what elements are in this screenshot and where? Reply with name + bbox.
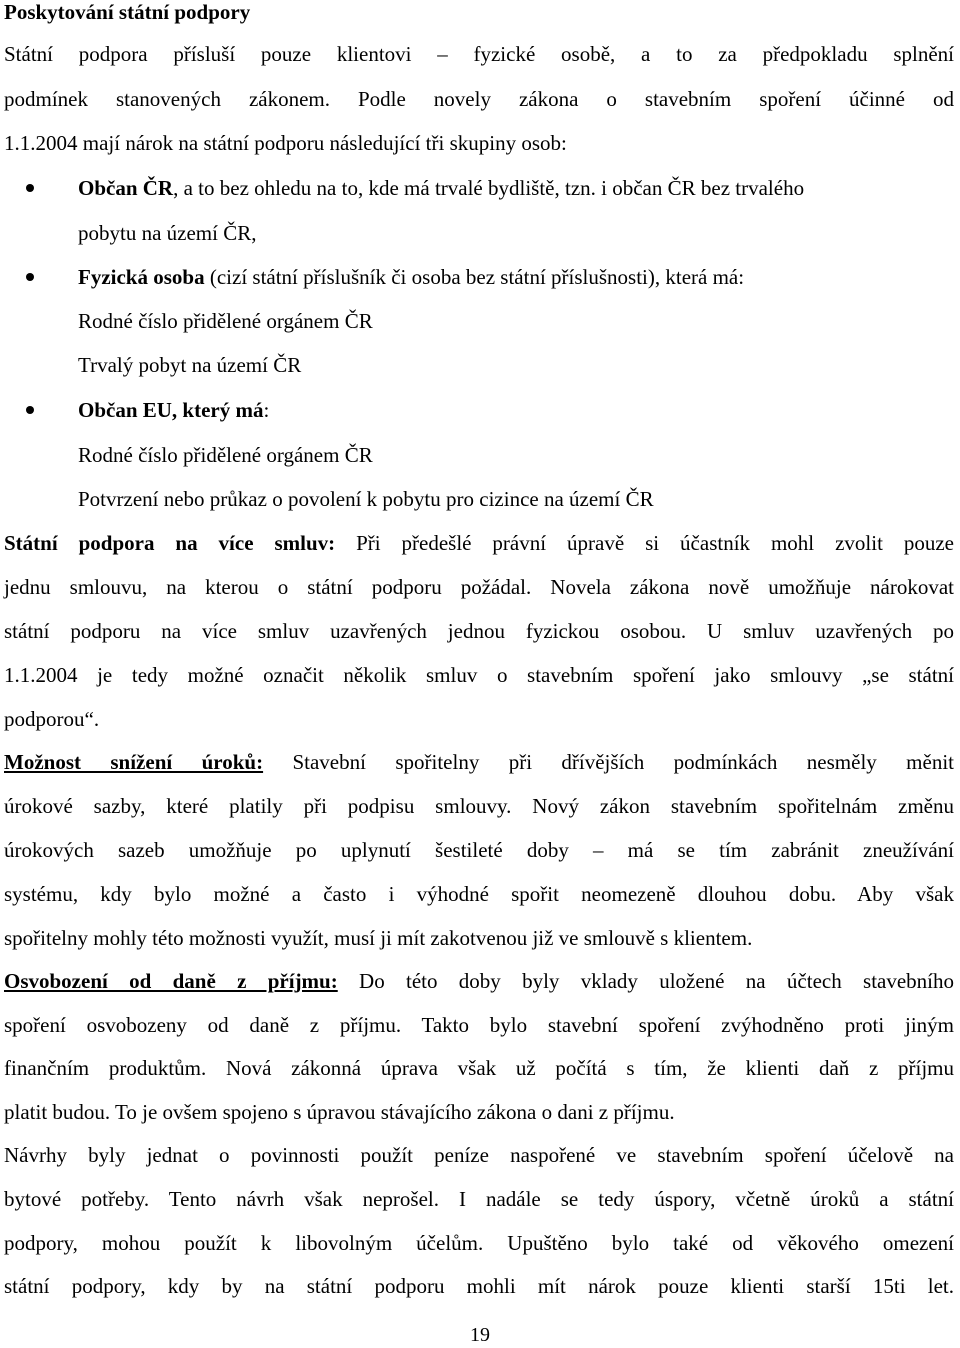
para-multiple-contracts: Státní podpora na více smluv: Při předešlé právní úpravě si účastník mohl zvolit pouze xyxy=(4,531,954,555)
group-natural-person-item: Rodné číslo přidělené orgánem ČR xyxy=(78,309,373,333)
bullet-icon xyxy=(26,406,34,414)
para-proposals: Návrhy byly jednat o povinnosti použít peníze naspořené ve stavebním spoření účelově na xyxy=(4,1143,954,1167)
para-interest-reduction: Možnost snížení úroků: Stavební spořitelny při dřívějších podmínkách nesměly měnit xyxy=(4,750,954,774)
para-line: státní podporu na více smluv uzavřených jednou fyzickou osobou. U smluv uzavřených po xyxy=(4,619,954,643)
intro-line-1: Státní podpora přísluší pouze klientovi – fyzické osobě, a to za předpokladu splnění xyxy=(4,42,954,66)
para-line: podpory, mohou použít k libovolným účelům. Upuštěno bylo také od věkového omezení xyxy=(4,1231,954,1255)
section-heading: Poskytování státní podpory xyxy=(4,0,251,24)
para-line: bytové potřeby. Tento návrh však neprošel. I nadále se tedy úspory, včetně úroků a státní xyxy=(4,1187,954,1211)
group-natural-person: Fyzická osoba (cizí státní příslušník či osoba bez státní příslušnosti), která má: xyxy=(78,265,745,289)
para-line: úrokové sazby, které platily při podpisu smlouvy. Nový zákon stavebním spořitelnám změnu xyxy=(4,794,954,818)
para-line: státní podpory, kdy by na státní podporu mohli mít nárok pouze klienti starší 15ti let. xyxy=(4,1274,954,1298)
group-natural-person-item: Trvalý pobyt na území ČR xyxy=(78,353,302,377)
para-line: finančním produktům. Nová zákonná úprava však už počítá s tím, že klienti daň z příjmu xyxy=(4,1056,954,1080)
intro-line-3: 1.1.2004 mají nárok na státní podporu následující tři skupiny osob: xyxy=(4,131,567,155)
group-citizen-eu-item: Rodné číslo přidělené orgánem ČR xyxy=(78,443,373,467)
para-line: platit budou. To je ovšem spojeno s úpravou stávajícího zákona o dani z příjmu. xyxy=(4,1100,675,1124)
group-citizen-cz-cont: pobytu na území ČR, xyxy=(78,221,257,245)
intro-line-2: podmínek stanovených zákonem. Podle novely zákona o stavebním spoření účinné od xyxy=(4,87,954,111)
para-line: úrokových sazeb umožňuje po uplynutí šestileté doby – má se tím zabránit zneužívání xyxy=(4,838,954,862)
page-number: 19 xyxy=(470,1324,490,1346)
group-citizen-cz: Občan ČR, a to bez ohledu na to, kde má trvalé bydliště, tzn. i občan ČR bez trvalého xyxy=(78,176,805,200)
bullet-icon xyxy=(26,273,34,281)
para-line: systému, kdy bylo možné a často i výhodné spořit neomezeně dlouhou dobu. Aby však xyxy=(4,882,954,906)
para-tax-exemption: Osvobození od daně z příjmu: Do této doby byly vklady uložené na účtech stavebního xyxy=(4,969,955,993)
group-citizen-eu: Občan EU, který má: xyxy=(78,398,270,422)
para-line: jednu smlouvu, na kterou o státní podporu požádal. Novela zákona nově umožňuje nárokovat xyxy=(4,575,954,599)
para-line: podporou“. xyxy=(4,707,100,731)
para-line: spoření osvobozeny od daně z příjmu. Takto bylo stavební spoření zvýhodněno proti jiným xyxy=(4,1013,954,1037)
bullet-icon xyxy=(26,184,34,192)
para-line: 1.1.2004 je tedy možné označit několik smluv o stavebním spoření jako smlouvy „se státní xyxy=(4,663,954,687)
para-line: spořitelny mohly této možnosti využít, musí ji mít zakotvenou již ve smlouvě s klientem. xyxy=(4,926,753,950)
group-citizen-eu-item: Potvrzení nebo průkaz o povolení k pobytu pro cizince na území ČR xyxy=(78,487,654,511)
